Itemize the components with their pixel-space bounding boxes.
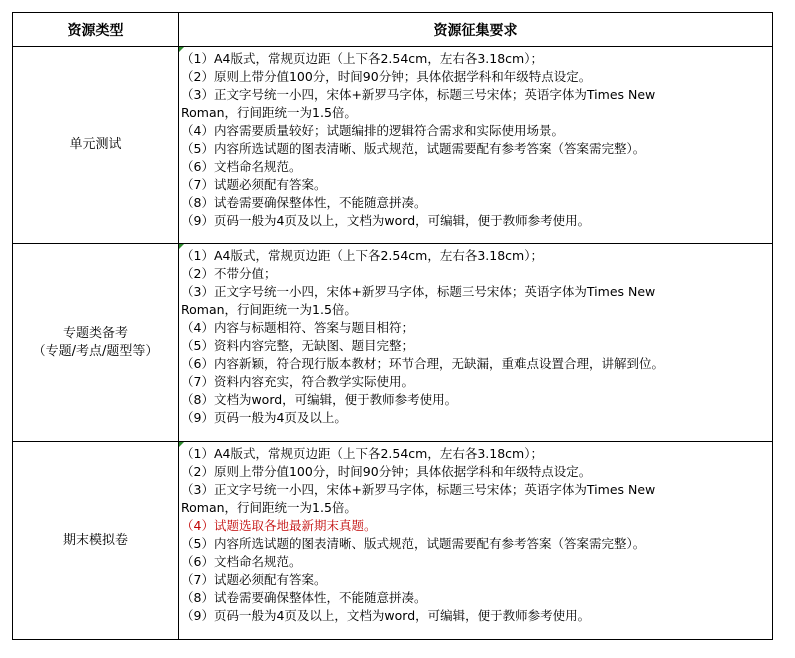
requirement-line: （3）正文字号统一小四，宋体+新罗马字体，标题三号宋体；英语字体为Times New (181, 87, 656, 102)
header-requirements: 资源征集要求 (179, 13, 773, 47)
requirement-line: （6）文档命名规范。 (181, 554, 302, 569)
requirements-cell (179, 244, 773, 442)
requirement-line-highlighted: （4）试题选取各地最新期末真题。 (181, 518, 377, 533)
requirement-line: （1）A4版式，常规页边距（上下各2.54cm，左右各3.18cm）； (181, 446, 543, 461)
resource-type-cell (13, 47, 179, 244)
requirement-line: （8）文档为word，可编辑，便于教师参考使用。 (181, 392, 458, 407)
requirement-line: （1）A4版式，常规页边距（上下各2.54cm，左右各3.18cm）； (181, 51, 543, 66)
table-row (13, 244, 773, 442)
resource-type-label: 单元测试 (69, 137, 122, 152)
requirement-line: （3）正文字号统一小四，宋体+新罗马字体，标题三号宋体；英语字体为Times New (181, 284, 656, 299)
resource-type-cell (13, 244, 179, 442)
requirement-line: （9）页码一般为4页及以上，文档为word，可编辑，便于教师参考使用。 (181, 608, 591, 623)
requirement-line: （7）资料内容充实，符合教学实际使用。 (181, 374, 414, 389)
table-row (13, 442, 773, 640)
requirement-line: （3）正文字号统一小四，宋体+新罗马字体，标题三号宋体；英语字体为Times New (181, 482, 656, 497)
requirement-line: （7）试题必须配有答案。 (181, 177, 327, 192)
resource-type-label: （专题/考点/题型等） (32, 343, 159, 359)
requirement-line: （2）原则上带分值100分，时间90分钟；具体依据学科和年级特点设定。 (181, 69, 592, 84)
requirement-line: （6）文档命名规范。 (181, 159, 302, 174)
requirement-line: （8）试卷需要确保整体性，不能随意拼凑。 (181, 195, 427, 210)
requirement-line: （6）内容新颖，符合现行版本教材；环节合理，无缺漏，重难点设置合理，讲解到位。 (181, 356, 664, 371)
requirement-line: （2）不带分值； (181, 266, 277, 281)
requirement-line: （8）试卷需要确保整体性，不能随意拼凑。 (181, 590, 427, 605)
requirement-line: （4）内容与标题相符、答案与题目相符； (181, 320, 414, 335)
requirement-line: Roman，行间距统一为1.5倍。 (181, 302, 357, 317)
table-row (13, 47, 773, 244)
resource-type-label: 专题类备考 (62, 325, 128, 341)
requirement-line: （9）页码一般为4页及以上。 (181, 410, 347, 425)
requirement-line: （7）试题必须配有答案。 (181, 572, 327, 587)
requirement-line: （5）资料内容完整，无缺图、题目完整； (181, 338, 414, 353)
resource-type-cell (13, 442, 179, 640)
requirement-line: Roman，行间距统一为1.5倍。 (181, 105, 357, 120)
requirement-line: （5）内容所选试题的图表清晰、版式规范，试题需要配有参考答案（答案需完整）。 (181, 536, 646, 551)
requirement-line: （5）内容所选试题的图表清晰、版式规范，试题需要配有参考答案（答案需完整）。 (181, 141, 646, 156)
requirements-cell (179, 47, 773, 244)
requirement-line: （4）内容需要质量较好；试题编排的逻辑符合需求和实际使用场景。 (181, 123, 564, 138)
requirement-line: （9）页码一般为4页及以上，文档为word，可编辑，便于教师参考使用。 (181, 213, 591, 228)
requirement-line: （2）原则上带分值100分，时间90分钟；具体依据学科和年级特点设定。 (181, 464, 592, 479)
requirements-table (12, 12, 773, 640)
header-resource-type: 资源类型 (13, 13, 179, 47)
resource-type-label: 期末模拟卷 (62, 532, 128, 548)
requirement-line: （1）A4版式，常规页边距（上下各2.54cm，左右各3.18cm）； (181, 248, 543, 263)
header-row (13, 13, 773, 47)
requirement-line: Roman，行间距统一为1.5倍。 (181, 500, 357, 515)
requirements-cell (179, 442, 773, 640)
